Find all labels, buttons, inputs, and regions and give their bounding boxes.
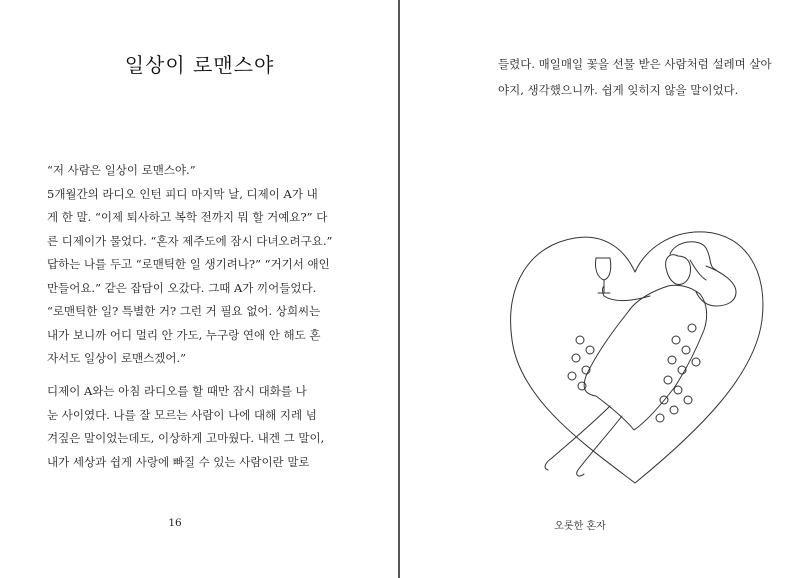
text-line: 디제이 A와는 아침 라디오를 할 때만 잠시 대화를 나 [47, 384, 307, 398]
text-line: “로맨틱한 일? 특별한 거? 그런 거 필요 없어. 상희씨는 [47, 304, 321, 318]
text-line: 눈 사이였다. 나를 잘 모르는 사람이 나에 대해 지레 넘 [47, 407, 317, 422]
text-line: 게 한 말. “이제 퇴사하고 복학 전까지 뭐 할 거예요?” 다 [47, 210, 328, 224]
left-page [0, 0, 399, 578]
text-line: 자서도 일상이 로맨스겠어.” [47, 351, 187, 365]
text-line: 답하는 나를 두고 “로맨틱한 일 생기려나?” “거기서 애인 [47, 257, 330, 271]
woman-dress [584, 285, 706, 430]
text-line: “저 사람은 일상이 로맨스야.” [47, 163, 196, 177]
text-line: 겨짚은 말이었는데도, 이상하게 고마웠다. 내겐 그 말이, [47, 431, 325, 445]
text-line: 만들어요.” 같은 잡담이 오갔다. 그때 A가 끼어들었다. [47, 280, 317, 295]
body-paragraph-1 [47, 159, 333, 371]
woman-head [666, 255, 691, 285]
text-line: 야지, 생각했으니까. 쉽게 잊히지 않을 말이었다. [498, 83, 739, 97]
woman-legs [545, 406, 622, 476]
text-line: 들렸다. 매일매일 꽃을 선물 받은 사람처럼 설레며 살아 [498, 57, 772, 71]
body-paragraph-2 [47, 380, 325, 474]
text-line: 른 디제이가 물었다. “혼자 제주도에 잠시 다녀오려구요.” [47, 233, 333, 248]
text-line: 내가 세상과 쉽게 사랑에 빠질 수 있는 사람이란 말로 [47, 454, 310, 469]
page-gutter [398, 0, 400, 578]
chapter-title: 일상이 로맨스야 [124, 53, 275, 77]
running-footer: 오롯한 혼자 [554, 521, 606, 532]
text-line: 내가 보니까 어디 멀리 안 가도, 누구랑 연애 안 해도 혼 [47, 327, 321, 342]
woman-raised-arm [696, 266, 736, 306]
woman-hair [670, 242, 716, 280]
heart-outline [511, 232, 763, 483]
text-line: 5개월간의 라디오 인턴 피디 마지막 날, 디제이 A가 내 [47, 186, 318, 201]
right-body-paragraph [498, 51, 772, 103]
woman-in-heart-illustration [500, 200, 770, 490]
page-number: 16 [168, 517, 182, 529]
